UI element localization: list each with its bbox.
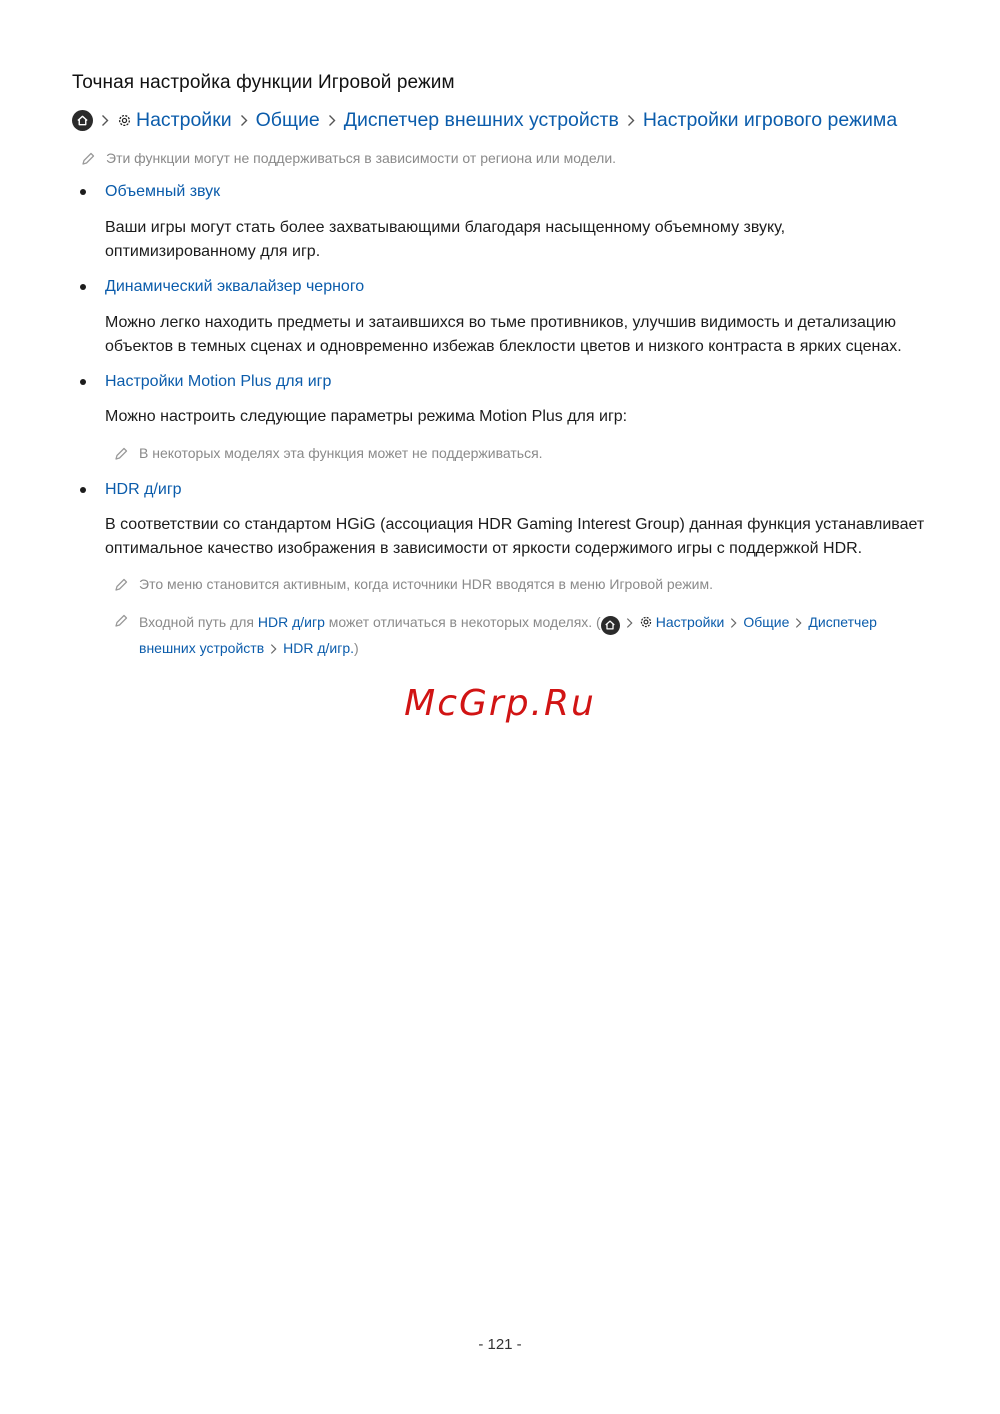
list-item (80, 183, 220, 201)
watermark: McGrp.Ru (404, 683, 596, 724)
chevron-right-icon (328, 114, 336, 127)
bullet (80, 284, 86, 290)
breadcrumb-item-game-mode-settings[interactable]: Настройки игрового режима (642, 109, 898, 131)
feature-description: Ваши игры могут стать более захватывающими благодаря насыщенному объемному звуку, оптимизированному для игр. (105, 219, 786, 260)
feature-label[interactable]: HDR д/игр (105, 481, 182, 498)
note-text: В некоторых моделях эта функция может не поддерживаться. (139, 445, 543, 461)
chevron-right-icon (270, 638, 277, 662)
note-text: Эти функции могут не поддерживаться в зависимости от региона или модели. (106, 150, 617, 166)
gear-icon (639, 615, 653, 629)
list-item (80, 373, 331, 391)
feature-note (113, 576, 713, 593)
chevron-right-icon (627, 114, 635, 127)
path-note-middle: может отличаться в некоторых моделях. ( (328, 614, 601, 630)
chevron-right-icon (240, 114, 248, 127)
path-note-prefix: Входной путь для (139, 614, 254, 630)
pencil-note-icon (80, 151, 96, 167)
list-item (80, 481, 182, 499)
pencil-note-icon (113, 577, 129, 593)
breadcrumb-item-general[interactable]: Общие (255, 109, 320, 131)
chevron-right-icon (626, 612, 633, 636)
list-item (80, 278, 364, 296)
breadcrumb (72, 109, 897, 132)
path-note-suffix: ) (354, 640, 359, 656)
path-note-item-hdr-game[interactable]: HDR д/игр. (283, 640, 355, 656)
pencil-note-icon (113, 613, 129, 629)
section-title: Точная настройка функции Игровой режим (72, 72, 455, 93)
bullet (80, 487, 86, 493)
path-note-item-device-manager[interactable]: Диспетчер внешних устройств (139, 614, 877, 656)
breadcrumb-item-settings[interactable]: Настройки (136, 109, 232, 131)
home-icon[interactable] (601, 616, 620, 635)
feature-label[interactable]: Объемный звук (105, 183, 221, 200)
path-note-item-general[interactable]: Общие (743, 614, 790, 630)
feature-description: В соответствии со стандартом HGiG (ассоциация HDR Gaming Interest Group) данная функция устанавливает оптимальное качество изображения в зависимости от яркости содержимого игры с поддержкой HDR. (105, 516, 925, 557)
note-text: Это меню становится активным, когда источники HDR вводятся в меню Игровой режим. (139, 576, 714, 592)
feature-note (113, 445, 543, 462)
path-note-item-settings[interactable]: Настройки (655, 614, 725, 630)
gear-icon (117, 113, 132, 128)
top-note (80, 150, 616, 167)
breadcrumb-item-device-manager[interactable]: Диспетчер внешних устройств (343, 109, 619, 131)
bullet (80, 379, 86, 385)
path-note-term[interactable]: HDR д/игр (257, 614, 325, 630)
feature-description: Можно легко находить предметы и затаившихся во тьме противников, улучшив видимость и детализацию объектов в темных сценах и одновременно избежав блеклости цветов и низкого контраста в ярких сценах. (105, 314, 902, 355)
chevron-right-icon (730, 612, 737, 636)
chevron-right-icon (101, 114, 109, 127)
chevron-right-icon (795, 612, 802, 636)
path-note-text (139, 610, 933, 662)
path-note (113, 610, 933, 662)
page-number: - 121 - (478, 1336, 522, 1353)
feature-label[interactable]: Динамический эквалайзер черного (105, 278, 365, 295)
pencil-note-icon (113, 446, 129, 462)
home-icon[interactable] (72, 110, 93, 131)
feature-description: Можно настроить следующие параметры режима Motion Plus для игр: (105, 408, 628, 425)
bullet (80, 189, 86, 195)
feature-label[interactable]: Настройки Motion Plus для игр (105, 373, 332, 390)
